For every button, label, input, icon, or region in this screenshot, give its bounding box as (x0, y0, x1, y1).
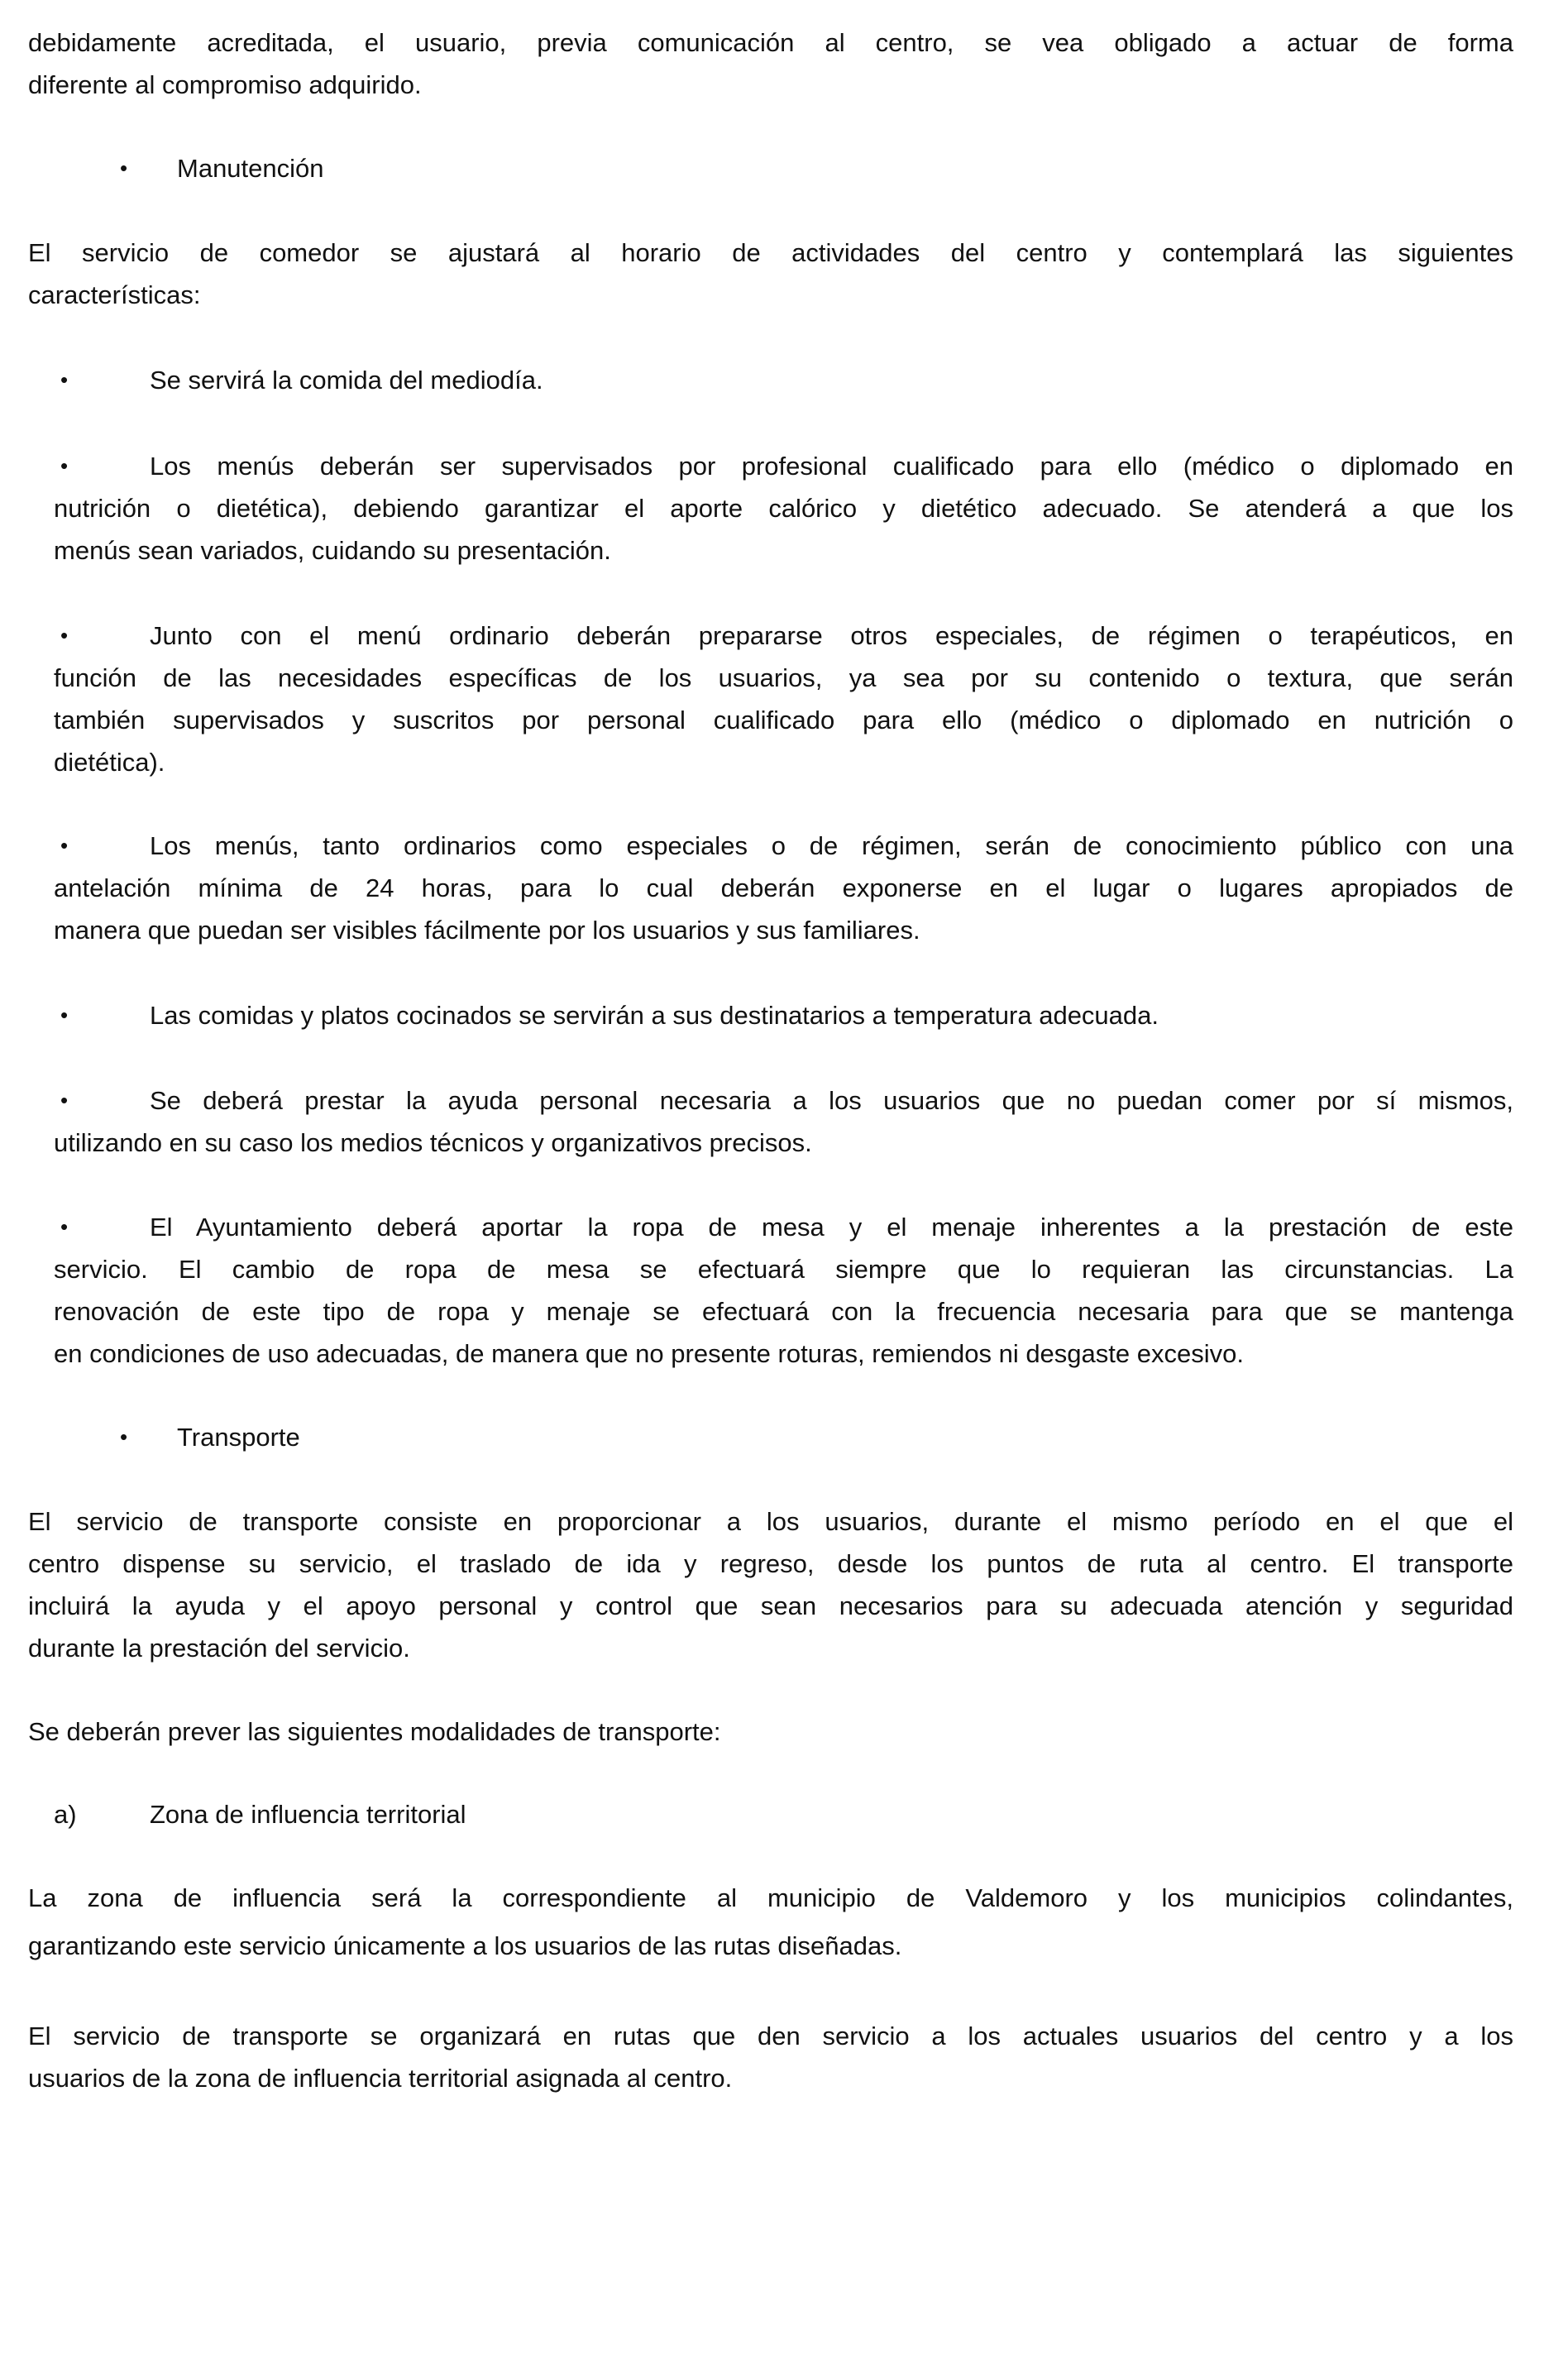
text-line: El Ayuntamiento deberá aportar la ropa de mesa y el menaje inherentes a la prestación de este (150, 1213, 1513, 1242)
bullet-icon: • (60, 1214, 69, 1239)
text-line: nutrición o dietética), debiendo garantizar el aporte calórico y dietético adecuado. Se atenderá a que los (54, 494, 1513, 523)
text-line: usuarios de la zona de influencia territorial asignada al centro. (28, 2064, 733, 2093)
text-line: garantizando este servicio únicamente a los usuarios de las rutas diseñadas. (28, 1931, 902, 1960)
text-line: servicio. El cambio de ropa de mesa se efectuará siempre que lo requieran las circunstancias. La (54, 1255, 1513, 1284)
text-line: Se deberá prestar la ayuda personal necesaria a los usuarios que no puedan comer por sí mismos, (150, 1086, 1513, 1115)
text-line: El servicio de transporte se organizará en rutas que den servicio a los actuales usuarios del centro y a los (28, 2022, 1513, 2050)
text-line: utilizando en su caso los medios técnicos y organizativos precisos. (54, 1128, 812, 1157)
text-line: Transporte (177, 1423, 300, 1452)
text-line: Las comidas y platos cocinados se servirán a sus destinatarios a temperatura adecuada. (150, 1001, 1159, 1030)
text-line: antelación mínima de 24 horas, para lo cual deberán exponerse en el lugar o lugares apropiados de (54, 873, 1513, 902)
text-line: Se deberán prever las siguientes modalidades de transporte: (28, 1717, 721, 1746)
bullet-icon: • (60, 453, 69, 478)
text-line: Los menús deberán ser supervisados por profesional cualificado para ello (médico o diplomado en (150, 452, 1513, 481)
bullet-icon: • (60, 623, 69, 648)
text-line: en condiciones de uso adecuadas, de manera que no presente roturas, remiendos ni desgaste excesivo. (54, 1339, 1244, 1368)
text-line: renovación de este tipo de ropa y menaje se efectuará con la frecuencia necesaria para que se mantenga (54, 1297, 1513, 1326)
bullet-icon: • (60, 1002, 69, 1027)
text-line: El servicio de comedor se ajustará al horario de actividades del centro y contemplará las siguientes (28, 238, 1513, 267)
bullet-icon: • (120, 156, 128, 180)
text-line: características: (28, 280, 201, 309)
text-line: La zona de influencia será la correspondiente al municipio de Valdemoro y los municipios colindantes, (28, 1883, 1513, 1912)
text-line: dietética). (54, 748, 165, 777)
text-line: también supervisados y suscritos por personal cualificado para ello (médico o diplomado en nutrición o (54, 706, 1513, 734)
text-line: Junto con el menú ordinario deberán prepararse otros especiales, de régimen o terapéuticos, en (150, 621, 1513, 650)
text-line: función de las necesidades específicas de los usuarios, ya sea por su contenido o textura, que serán (54, 663, 1513, 692)
text-line: durante la prestación del servicio. (28, 1634, 410, 1663)
text-line: debidamente acreditada, el usuario, previa comunicación al centro, se vea obligado a actuar de forma (28, 28, 1513, 57)
text-line: manera que puedan ser visibles fácilmente por los usuarios y sus familiares. (54, 916, 920, 945)
list-marker: a) (54, 1800, 77, 1829)
text-line: diferente al compromiso adquirido. (28, 70, 422, 99)
text-line: El servicio de transporte consiste en proporcionar a los usuarios, durante el mismo período en el que el (28, 1507, 1513, 1536)
text-line: menús sean variados, cuidando su presentación. (54, 536, 611, 565)
bullet-icon: • (60, 1088, 69, 1113)
text-line: Zona de influencia territorial (150, 1800, 466, 1829)
text-line: Los menús, tanto ordinarios como especiales o de régimen, serán de conocimiento público con una (150, 831, 1513, 860)
text-line: Se servirá la comida del mediodía. (150, 366, 543, 395)
text-line: incluirá la ayuda y el apoyo personal y control que sean necesarios para su adecuada atención y seguridad (28, 1591, 1513, 1620)
bullet-icon: • (60, 833, 69, 858)
bullet-icon: • (120, 1424, 128, 1449)
text-line: centro dispense su servicio, el traslado de ida y regreso, desde los puntos de ruta al centro. El transporte (28, 1549, 1513, 1578)
text-line: Manutención (177, 154, 324, 183)
bullet-icon: • (60, 367, 69, 392)
